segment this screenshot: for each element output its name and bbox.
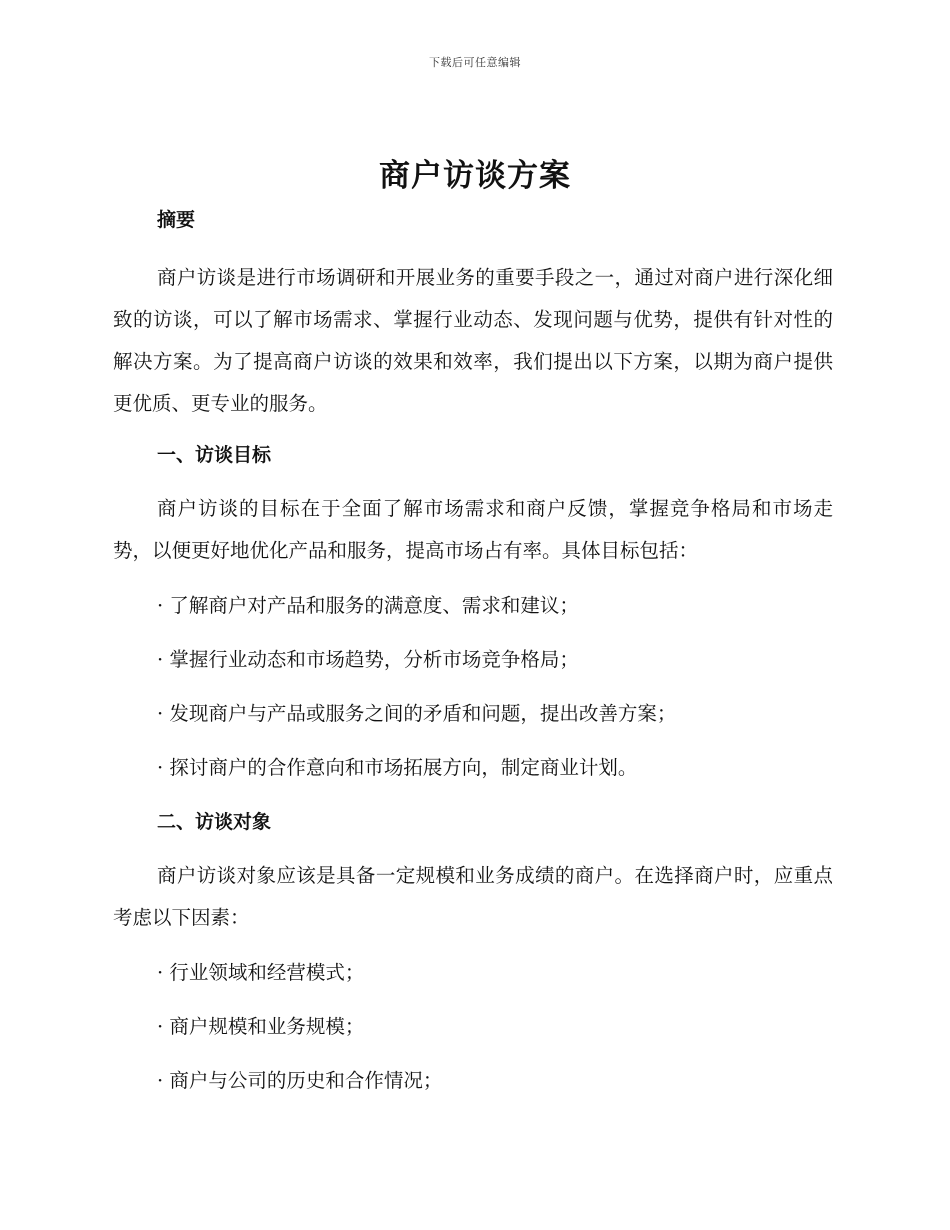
goals-list-item: · 掌握行业动态和市场趋势，分析市场竞争格局； [157,648,579,671]
goals-heading: 一、访谈目标 [157,444,272,466]
targets-heading: 二、访谈对象 [157,811,272,833]
targets-paragraph: 商户访谈对象应该是具备一定规模和业务成绩的商户。在选择商户时，应重点考虑以下因素： [113,864,833,929]
document-body [113,204,833,1097]
header-note: 下载后可任意编辑 [429,56,521,69]
goals-list-item: · 发现商户与产品或服务之间的矛盾和问题，提出改善方案； [157,702,677,725]
targets-list-item: · 商户与公司的历史和合作情况； [157,1069,443,1092]
goals-list-item: · 探讨商户的合作意向和市场拓展方向，制定商业计划。 [157,756,638,779]
summary-paragraph: 商户访谈是进行市场调研和开展业务的重要手段之一，通过对商户进行深化细致的访谈，可以了解市场需求、掌握行业动态、发现问题与优势，提供有针对性的解决方案。为了提高商户访谈的效果和效率，我们提出以下方案，以期为商户提供更优质、更专业的服务。 [113,266,833,415]
targets-list-item: · 商户规模和业务规模； [157,1015,365,1038]
goals-paragraph: 商户访谈的目标在于全面了解市场需求和商户反馈，掌握竞争格局和市场走势，以便更好地优化产品和服务，提高市场占有率。具体目标包括： [113,497,833,562]
summary-heading: 摘要 [157,209,196,231]
goals-list-item: · 了解商户对产品和服务的满意度、需求和建议； [157,594,579,617]
targets-list-item: · 行业领域和经营模式； [157,961,365,984]
document-title: 商户访谈方案 [379,158,571,194]
